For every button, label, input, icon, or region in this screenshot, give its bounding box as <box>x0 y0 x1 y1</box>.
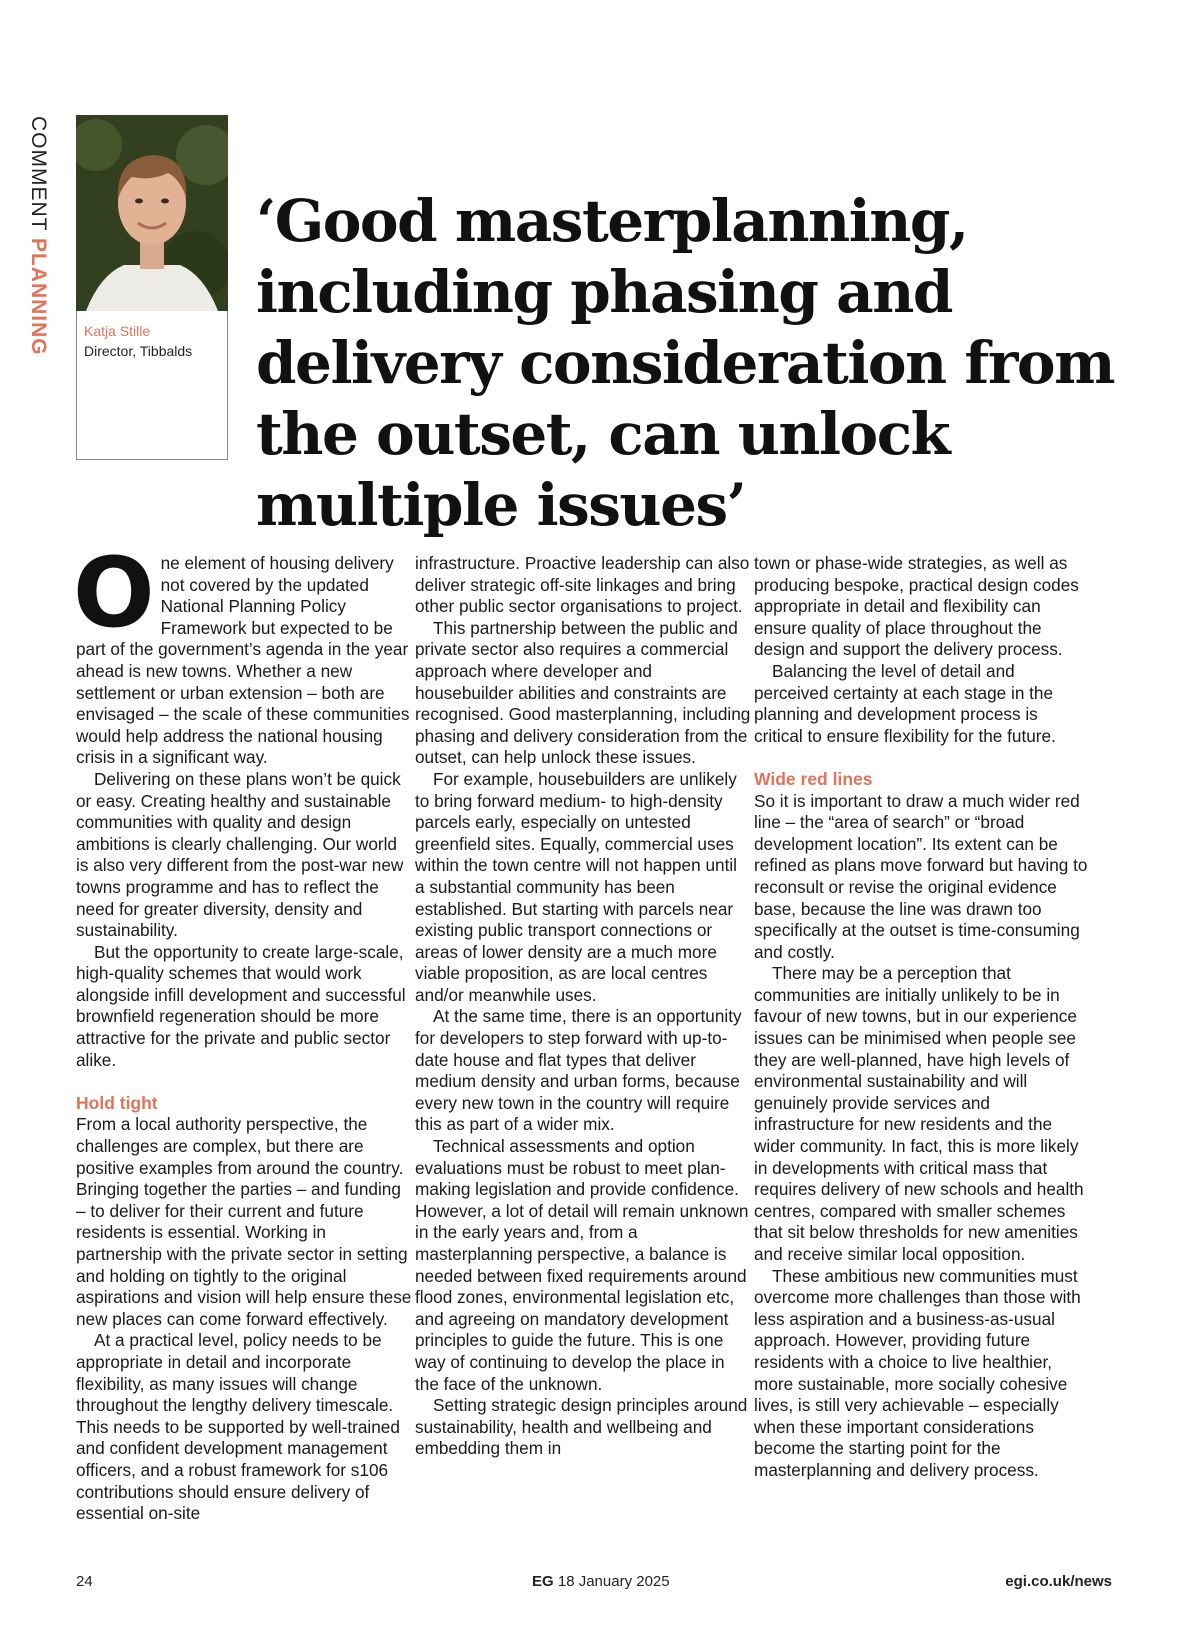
section-topic: PLANNING <box>27 237 50 356</box>
paragraph: town or phase-wide strategies, as well as producing bespoke, practical design codes appropriate in detail and flexibility can ensure quality of place throughout the design and support the delivery process. <box>754 553 1079 660</box>
headline: ‘Good masterplanning, including phasing and delivery consideration from the outset, can unlock multiple issues’ <box>256 187 1114 539</box>
author-role: Director, Tibbalds <box>84 343 193 359</box>
paragraph: This partnership between the public and private sector also requires a commercial approach where developer and housebuilder abilities and constraints are recognised. Good masterplanning, including phasing and delivery consideration from the outset, can help unlock these issues. <box>415 617 751 768</box>
paragraph: Delivering on these plans won’t be quick or easy. Creating healthy and sustainable communities with quality and design ambitions is clearly challenging. Our world is also very different from the post-war new towns programme and has to reflect the need for greater diversity, density and sustainability. <box>76 768 404 941</box>
paragraph: For example, housebuilders are unlikely to bring forward medium- to high-density parcels early, especially on untested greenfield sites. Equally, commercial uses within the town centre will not happen until a substantial community has been established. But starting with parcels near existing public transport connections or areas of lower density are a much more viable proposition, as are local centres and/or meanwhile uses. <box>415 768 737 1005</box>
paragraph: Technical assessments and option evaluations must be robust to meet plan-making legislation and provide confidence. However, a lot of detail will remain unknown in the early years and, from a masterplanning perspective, a balance is needed between fixed requirements around flood zones, environmental legislation etc, and agreeing on mandatory development principles to guide the future. This is one way of continuing to develop the place in the face of the unknown. <box>415 1136 749 1394</box>
column-3 <box>754 553 1090 1482</box>
author-photo <box>76 115 228 311</box>
paragraph: Balancing the level of detail and perceived certainty at each stage in the planning and development process is critical to ensure flexibility for the future. <box>754 660 1056 746</box>
subheading: Wide red lines <box>754 768 873 789</box>
paragraph: At a practical level, policy needs to be appropriate in detail and incorporate flexibility, as many issues will change throughout the lengthy delivery timescale. This needs to be supported by well-trained and confident development management officers, and a robust framework for s106 contributions should ensure delivery of essential on-site <box>76 1330 400 1524</box>
footer-url: egi.co.uk/news <box>1005 1573 1112 1590</box>
paragraph: There may be a perception that communities are initially unlikely to be in favour of new towns, but in our experience issues can be minimised when people see they are well-planned, have high levels of environmental sustainability and will genuinely provide services and infrastructure for new residents and the wider community. In fact, this is more likely in developments with critical mass that requires delivery of new schools and health centres, compared with smaller schemes that sit below thresholds for new amenities and receive similar local opposition. <box>754 963 1084 1264</box>
paragraph: infrastructure. Proactive leadership can also deliver strategic off-site linkages and bring other public sector organisations to project. <box>415 553 750 617</box>
footer-issue <box>532 1573 670 1590</box>
column-2 <box>415 553 751 1460</box>
paragraph: So it is important to draw a much wider red line – the “area of search” or “broad development location”. Its extent can be refined as plans move forward but having to reconsult or revise the original evidence base, because the line was drawn too specifically at the outset is time-consuming and costly. <box>754 790 1088 962</box>
column-1 <box>73 537 412 1525</box>
publication-name: EG <box>532 1573 554 1590</box>
section-prefix: COMMENT <box>27 116 50 238</box>
paragraph: These ambitious new communities must overcome more challenges than those with less aspiration and a business-as-usual approach. However, providing future residents with a choice to live healthier, more sustainable, more socially cohesive lives, is still very achievable – especially when these important considerations become the starting point for the masterplanning and delivery process. <box>754 1265 1081 1480</box>
paragraph: Setting strategic design principles around sustainability, health and wellbeing and embedding them in <box>415 1395 748 1459</box>
drop-cap: O <box>73 537 155 649</box>
issue-date: 18 January 2025 <box>557 1573 670 1590</box>
paragraph: One element of housing delivery not covered by the updated National Planning Policy Framework but expected to be part of the government’s agenda in the year ahead is new towns. Whether a new settlement or urban extension – both are envisaged – the scale of these communities would help address the national housing crisis in a significant way. <box>73 537 410 768</box>
paragraph: From a local authority perspective, the challenges are complex, but there are positive examples from around the country. Bringing together the parties – and funding – to deliver for their current and future residents is essential. Working in partnership with the private sector in setting and holding on tightly to the original aspirations and vision will help ensure these new places can come forward effectively. <box>76 1114 412 1329</box>
section-label <box>26 116 50 356</box>
paragraph: But the opportunity to create large-scale, high-quality schemes that would work alongside infill development and successful brownfield regeneration should be more attractive for the private and public sector alike. <box>76 941 406 1070</box>
subheading: Hold tight <box>76 1092 158 1113</box>
author-name: Katja Stille <box>84 323 151 339</box>
author-portrait-image <box>76 115 228 311</box>
paragraph: At the same time, there is an opportunity for developers to step forward with up-to-date house and flat types that deliver medium density and urban forms, because every new town in the country will require this as part of a wider mix. <box>415 1006 742 1135</box>
page-number: 24 <box>76 1573 93 1590</box>
